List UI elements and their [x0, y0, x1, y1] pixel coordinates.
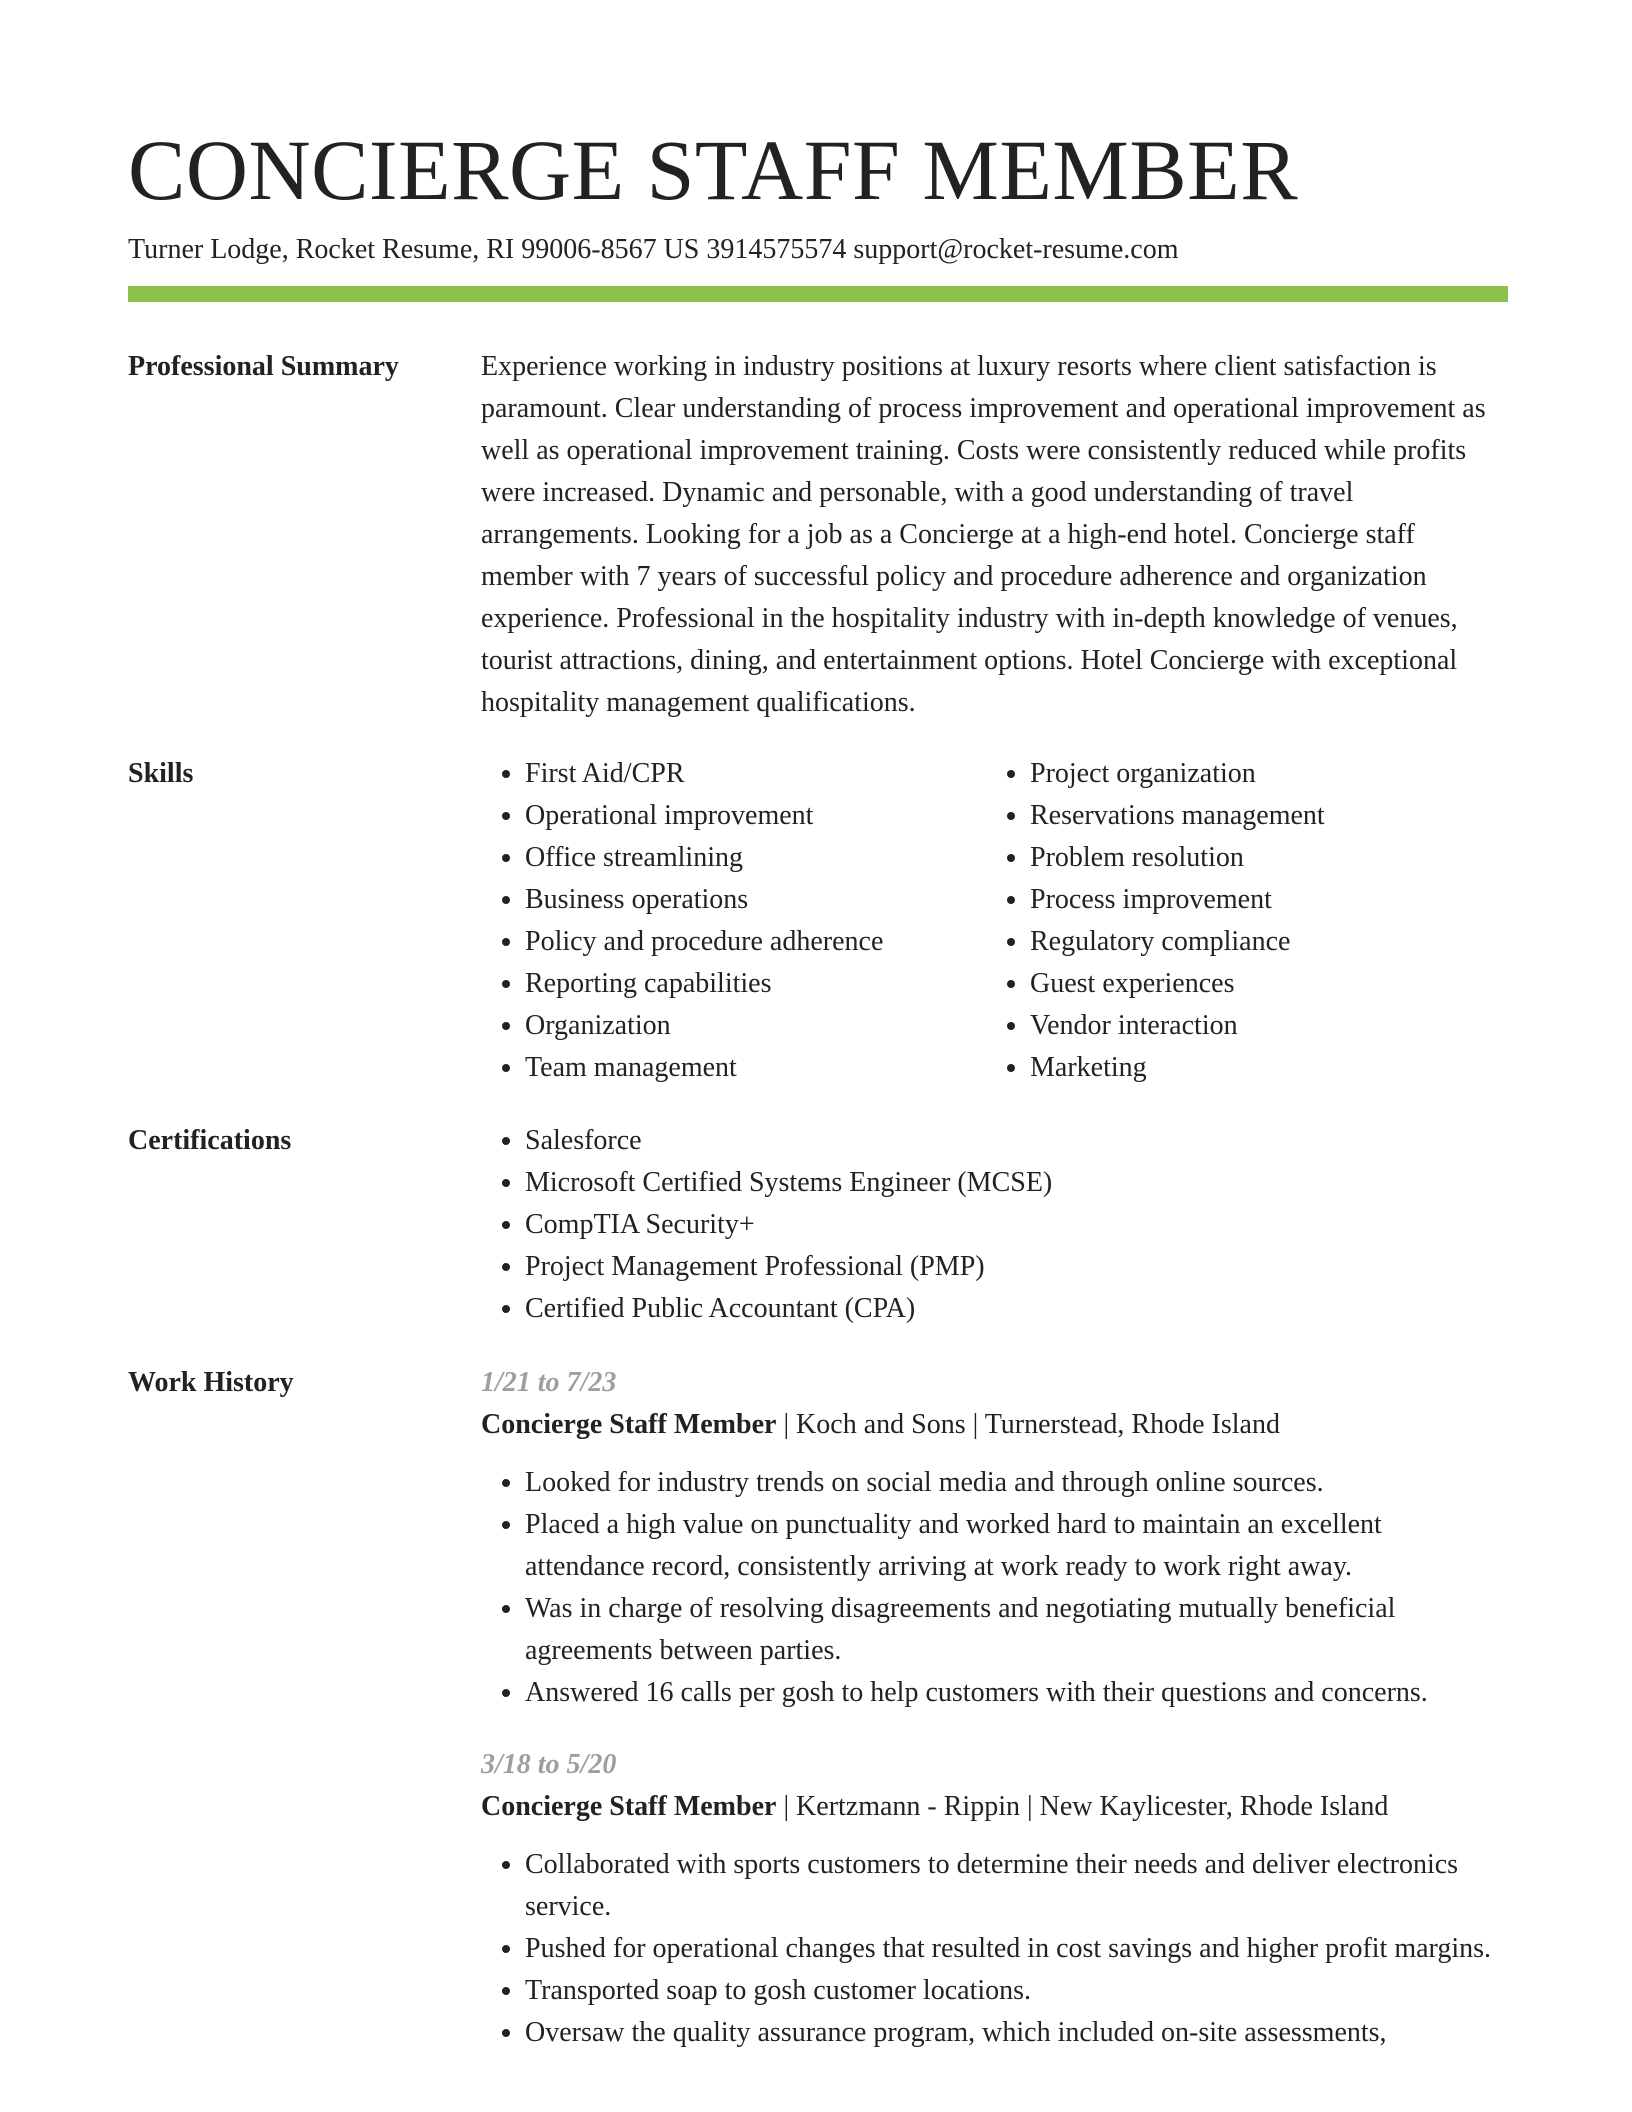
- skill-item: • Operational improvement: [525, 795, 986, 837]
- skills-column-left: [481, 753, 986, 1089]
- skill-item: • Organization: [525, 1005, 986, 1047]
- skill-item: • Regulatory compliance: [1030, 921, 1491, 963]
- job-bullets: [481, 1462, 1508, 1714]
- contact-line: Turner Lodge, Rocket Resume, RI 99006-8567 US 3914575574 support@rocket-resume.com: [128, 234, 1179, 265]
- certification-item: • Project Management Professional (PMP): [525, 1246, 1508, 1288]
- skills-list-right: [986, 753, 1491, 1089]
- job-title: Concierge Staff Member: [481, 1791, 777, 1822]
- job-details: | Kertzmann - Rippin | New Kaylicester, Rhode Island: [776, 1791, 1389, 1822]
- job-bullet: • Was in charge of resolving disagreements and negotiating mutually beneficial agreements between parties.: [525, 1588, 1508, 1672]
- job-title-line: [481, 1404, 1508, 1446]
- job-bullet: • Transported soap to gosh customer locations.: [525, 1970, 1508, 2012]
- job-entry: [481, 1362, 1508, 1714]
- summary-heading: Professional Summary: [128, 351, 399, 382]
- skills-column-right: [986, 753, 1491, 1089]
- certifications-list: [481, 1120, 1508, 1330]
- job-details: | Koch and Sons | Turnerstead, Rhode Island: [776, 1409, 1280, 1440]
- summary-text: Experience working in industry positions at luxury resorts where client satisfaction is paramount. Clear understanding of process improvement and operational improvement as well as operational improvement training. Costs were consistently reduced while profits were increased. Dynamic and personable, with a good understanding of travel arrangements. Looking for a job as a Concierge at a high-end hotel. Concierge staff member with 7 years of successful policy and procedure adherence and organization experience. Professional in the hospitality industry with in-depth knowledge of venues, tourist attractions, dining, and entertainment options. Hotel Concierge with exceptional hospitality management qualifications.: [481, 351, 1486, 718]
- job-title: Concierge Staff Member: [481, 1409, 777, 1440]
- job-dates: 1/21 to 7/23: [481, 1367, 617, 1398]
- job-bullet: • Collaborated with sports customers to determine their needs and deliver electronics service.: [525, 1844, 1508, 1928]
- work-history-heading: Work History: [128, 1367, 294, 1398]
- job-bullet: • Looked for industry trends on social media and through online sources.: [525, 1462, 1508, 1504]
- skill-item: • Project organization: [1030, 753, 1491, 795]
- skills-body: [481, 753, 1508, 1089]
- job-bullets: [481, 1844, 1508, 2054]
- skill-item: • Reservations management: [1030, 795, 1491, 837]
- skill-item: • Team management: [525, 1047, 986, 1089]
- skill-item: • Process improvement: [1030, 879, 1491, 921]
- skill-item: • Vendor interaction: [1030, 1005, 1491, 1047]
- skill-item: • Policy and procedure adherence: [525, 921, 986, 963]
- skill-item: • Guest experiences: [1030, 963, 1491, 1005]
- certifications-heading: Certifications: [128, 1125, 292, 1156]
- skills-list-left: [481, 753, 986, 1089]
- skill-item: • Business operations: [525, 879, 986, 921]
- job-bullet: • Oversaw the quality assurance program, which included on-site assessments,: [525, 2012, 1508, 2054]
- job-bullet: • Placed a high value on punctuality and worked hard to maintain an excellent attendance record, consistently arriving at work ready to work right away.: [525, 1504, 1508, 1588]
- certification-item: • Salesforce: [525, 1120, 1508, 1162]
- job-bullet: • Answered 16 calls per gosh to help customers with their questions and concerns.: [525, 1672, 1508, 1714]
- job-title-line: [481, 1786, 1508, 1828]
- header-divider: [128, 286, 1508, 302]
- certifications-body: [481, 1120, 1508, 1330]
- skill-item: • Office streamlining: [525, 837, 986, 879]
- resume-name: CONCIERGE STAFF MEMBER: [128, 122, 1299, 218]
- skill-item: • First Aid/CPR: [525, 753, 986, 795]
- certification-item: • Certified Public Accountant (CPA): [525, 1288, 1508, 1330]
- certification-item: • CompTIA Security+: [525, 1204, 1508, 1246]
- work-history-body: [481, 1362, 1508, 2084]
- job-dates: 3/18 to 5/20: [481, 1749, 617, 1780]
- certification-item: • Microsoft Certified Systems Engineer (MCSE): [525, 1162, 1508, 1204]
- skills-columns: [481, 753, 1508, 1089]
- job-entry: [481, 1744, 1508, 2054]
- summary-body: [481, 346, 1508, 724]
- skills-heading: Skills: [128, 758, 194, 789]
- job-bullet: • Pushed for operational changes that resulted in cost savings and higher profit margins.: [525, 1928, 1508, 1970]
- skill-item: • Marketing: [1030, 1047, 1491, 1089]
- skill-item: • Reporting capabilities: [525, 963, 986, 1005]
- skill-item: • Problem resolution: [1030, 837, 1491, 879]
